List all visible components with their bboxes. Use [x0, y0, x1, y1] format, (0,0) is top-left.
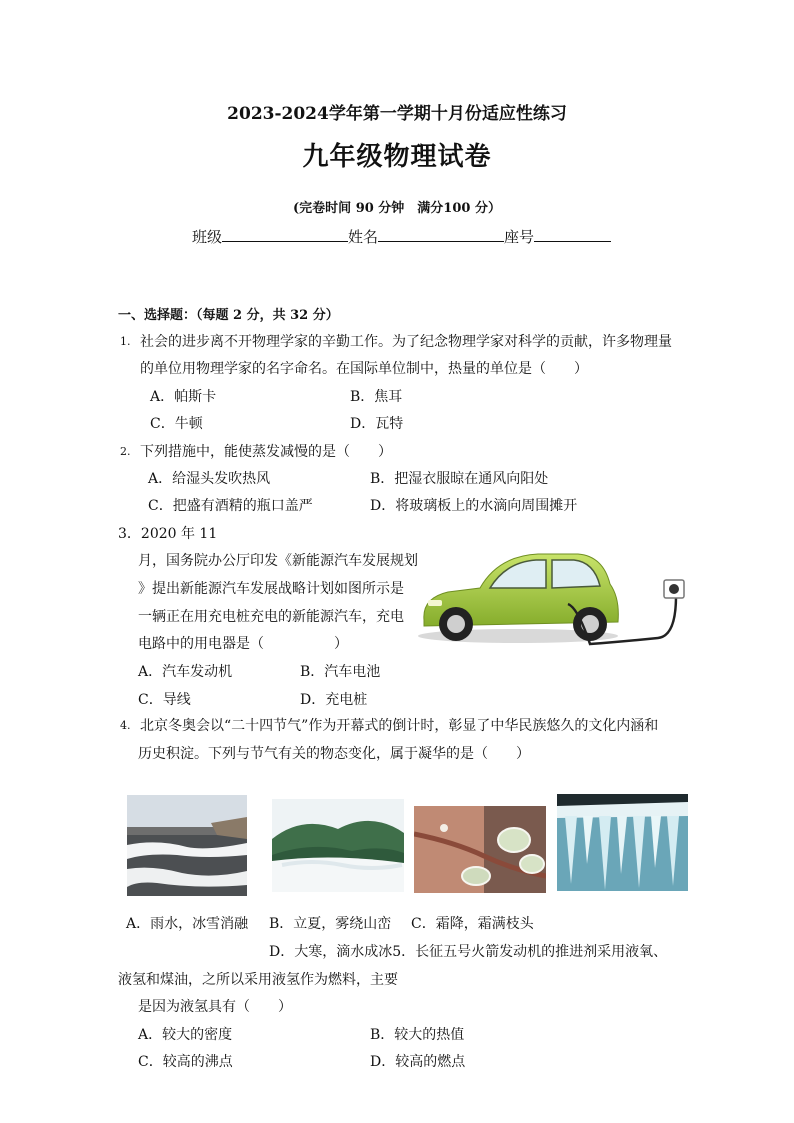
q3-line3: 》提出新能源汽车发展战略计划如图所示是 [138, 581, 404, 597]
exam-subtitle: 九年级物理试卷 [302, 142, 492, 172]
section-heading: 一、选择题：（每题 2 分，共 32 分） [118, 308, 339, 323]
class-label: 班级 [192, 228, 223, 246]
q5-option-a[interactable]: A．较大的密度 [138, 1027, 233, 1043]
q3-line2: 月，国务院办公厅印发《新能源汽车发展规划 [138, 553, 418, 569]
q1-option-d[interactable]: D．瓦特 [350, 416, 404, 432]
q3-option-c[interactable]: C．导线 [138, 692, 191, 708]
q5-line1: 液氢和煤油，之所以采用液氢作为燃料，主要 [118, 972, 398, 988]
q1-line1: 社会的进步离不开物理学家的辛勤工作。为了纪念物理学家对科学的贡献，许多物理量 [140, 334, 672, 350]
q4-option-d-q5-line[interactable]: D．大寒，滴水成冰5．长征五号火箭发动机的推进剂采用液氧、 [269, 944, 668, 960]
q4-option-c[interactable]: C．霜降，霜满枝头 [411, 916, 534, 932]
photo-icicles [557, 794, 688, 891]
q5-option-c[interactable]: C．较高的沸点 [138, 1054, 233, 1070]
photo-misty-mountains [272, 799, 404, 892]
q3-option-b[interactable]: B．汽车电池 [300, 664, 381, 680]
photo-melting-snow [127, 795, 247, 896]
exam-note: (完卷时间 90 分钟 满分100 分） [293, 201, 501, 216]
q1-option-c[interactable]: C．牛顿 [150, 416, 203, 432]
q4-option-b[interactable]: B．立夏，雾绕山峦 [269, 916, 392, 932]
q1-number: 1. [120, 335, 131, 348]
q3-line1: 3．2020 年 11 [118, 526, 218, 542]
q2-option-c[interactable]: C．把盛有酒精的瓶口盖严 [148, 498, 313, 514]
seat-blank[interactable] [534, 227, 611, 242]
q3-line5: 电路中的用电器是（ ） [138, 636, 348, 652]
student-info-line [192, 226, 611, 247]
class-blank[interactable] [222, 227, 348, 242]
q4-number: 4. [120, 719, 131, 732]
q3-option-d[interactable]: D．充电桩 [300, 692, 368, 708]
q1-option-a[interactable]: A．帕斯卡 [150, 389, 217, 405]
exam-title: 2023-2024学年第一学期十月份适应性练习 [227, 104, 567, 124]
photo-frost-branch [414, 806, 546, 893]
q3-line4: 一辆正在用充电桩充电的新能源汽车，充电 [138, 609, 404, 625]
q4-option-a[interactable]: A．雨水，冰雪消融 [126, 916, 249, 932]
ev-charging-illustration [418, 548, 690, 646]
q2-option-a[interactable]: A．给湿头发吹热风 [148, 471, 271, 487]
q4-line2: 历史积淀。下列与节气有关的物态变化，属于凝华的是（ ） [138, 746, 530, 762]
q1-option-b[interactable]: B．焦耳 [350, 389, 403, 405]
q4-line1: 北京冬奥会以“二十四节气”作为开幕式的倒计时，彰显了中华民族悠久的文化内涵和 [140, 718, 659, 734]
q1-line2: 的单位用物理学家的名字命名。在国际单位制中，热量的单位是（ ） [140, 361, 588, 377]
q2-line1: 下列措施中，能使蒸发减慢的是（ ） [140, 444, 392, 460]
q3-option-a[interactable]: A．汽车发动机 [138, 664, 233, 680]
name-label: 姓名 [348, 228, 379, 246]
q5-line2: 是因为液氢具有（ ） [138, 999, 292, 1015]
q2-option-b[interactable]: B．把湿衣服晾在通风向阳处 [370, 471, 549, 487]
q2-option-d[interactable]: D．将玻璃板上的水滴向周围摊开 [370, 498, 578, 514]
q5-option-b[interactable]: B．较大的热值 [370, 1027, 465, 1043]
name-blank[interactable] [378, 227, 504, 242]
seat-label: 座号 [504, 228, 535, 246]
car-headlight [428, 600, 442, 606]
q5-option-d[interactable]: D．较高的燃点 [370, 1054, 466, 1070]
q2-number: 2. [120, 445, 131, 458]
